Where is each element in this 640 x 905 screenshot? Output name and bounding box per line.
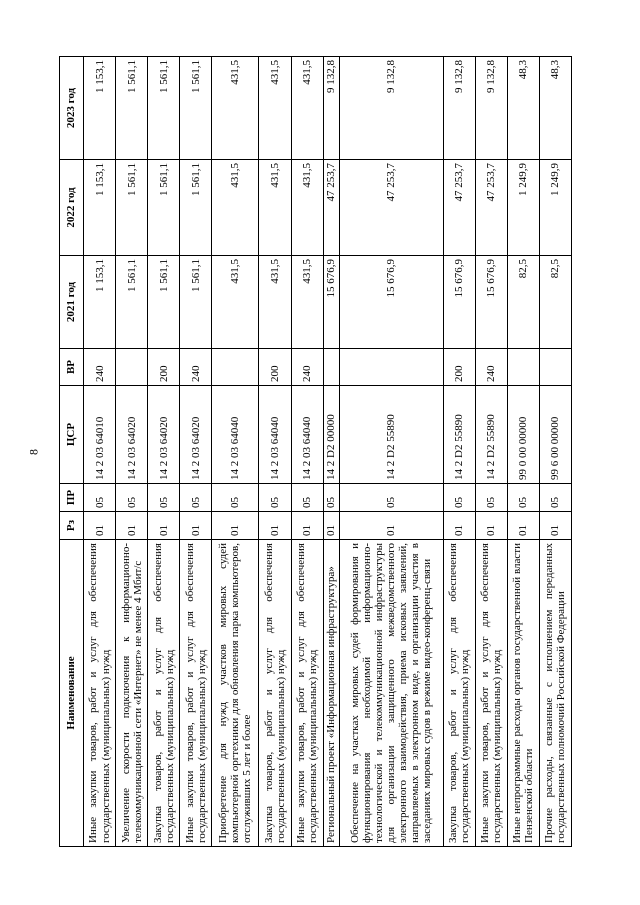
cell-name: Региональный проект «Информационная инфраструктура» bbox=[323, 540, 339, 847]
cell-rz: 01 bbox=[539, 512, 571, 540]
cell-2023: 1 561,1 bbox=[148, 57, 180, 160]
cell-vr bbox=[116, 349, 148, 386]
cell-pr: 05 bbox=[84, 484, 116, 512]
table-row bbox=[148, 57, 180, 847]
cell-name: Приобретение для нужд участков мировых судей компьютерной оргтехники для обновления парка компьютеров, отслуживших 5 лет и более bbox=[212, 540, 259, 847]
cell-csr: 14 2 03 64040 bbox=[291, 386, 323, 484]
cell-csr: 99 6 00 00000 bbox=[539, 386, 571, 484]
table-row bbox=[291, 57, 323, 847]
cell-2023: 9 132,8 bbox=[323, 57, 339, 160]
cell-rz: 01 bbox=[148, 512, 180, 540]
header-pr: ПР bbox=[60, 484, 84, 512]
table-row bbox=[323, 57, 339, 847]
header-rz: Рз bbox=[60, 512, 84, 540]
cell-pr: 05 bbox=[443, 484, 475, 512]
cell-vr: 240 bbox=[180, 349, 212, 386]
cell-pr: 05 bbox=[148, 484, 180, 512]
cell-rz: 01 bbox=[116, 512, 148, 540]
cell-csr: 14 2 03 64010 bbox=[84, 386, 116, 484]
cell-2022: 431,5 bbox=[291, 160, 323, 256]
cell-2023: 1 561,1 bbox=[116, 57, 148, 160]
cell-2022: 431,5 bbox=[212, 160, 259, 256]
cell-csr: 14 2 03 64020 bbox=[180, 386, 212, 484]
cell-2021: 82,5 bbox=[539, 256, 571, 349]
table-row bbox=[116, 57, 148, 847]
cell-2021: 15 676,9 bbox=[475, 256, 507, 349]
cell-2022: 47 253,7 bbox=[443, 160, 475, 256]
cell-vr bbox=[323, 349, 339, 386]
cell-vr: 240 bbox=[84, 349, 116, 386]
cell-2021: 431,5 bbox=[259, 256, 291, 349]
cell-csr: 14 2 03 64040 bbox=[259, 386, 291, 484]
cell-2021: 1 153,1 bbox=[84, 256, 116, 349]
table-row bbox=[339, 57, 443, 847]
cell-rz: 01 bbox=[291, 512, 323, 540]
cell-2022: 47 253,7 bbox=[339, 160, 443, 256]
cell-2021: 15 676,9 bbox=[323, 256, 339, 349]
cell-pr: 05 bbox=[539, 484, 571, 512]
cell-vr: 240 bbox=[291, 349, 323, 386]
cell-pr: 05 bbox=[507, 484, 539, 512]
cell-2023: 1 153,1 bbox=[84, 57, 116, 160]
cell-2023: 431,5 bbox=[259, 57, 291, 160]
table-row bbox=[539, 57, 571, 847]
cell-2023: 1 561,1 bbox=[180, 57, 212, 160]
cell-name: Закупка товаров, работ и услуг для обеспечения государственных (муниципальных) нужд bbox=[443, 540, 475, 847]
cell-csr: 14 2 03 64020 bbox=[148, 386, 180, 484]
cell-rz: 01 bbox=[259, 512, 291, 540]
cell-pr: 05 bbox=[259, 484, 291, 512]
header-year-2022: 2022 год bbox=[60, 160, 84, 256]
cell-vr bbox=[507, 349, 539, 386]
cell-pr: 05 bbox=[291, 484, 323, 512]
cell-2022: 1 561,1 bbox=[116, 160, 148, 256]
table-row bbox=[507, 57, 539, 847]
cell-name: Закупка товаров, работ и услуг для обеспечения государственных (муниципальных) нужд bbox=[259, 540, 291, 847]
cell-csr: 14 2 D2 55890 bbox=[443, 386, 475, 484]
cell-2022: 47 253,7 bbox=[323, 160, 339, 256]
cell-2022: 1 153,1 bbox=[84, 160, 116, 256]
header-year-2021: 2021 год bbox=[60, 256, 84, 349]
cell-2022: 47 253,7 bbox=[475, 160, 507, 256]
cell-name: Иные закупки товаров, работ и услуг для обеспечения государственных (муниципальных) нужд bbox=[291, 540, 323, 847]
table-body bbox=[84, 57, 572, 847]
cell-2023: 9 132,8 bbox=[475, 57, 507, 160]
table-row bbox=[212, 57, 259, 847]
page-number: 8 bbox=[26, 449, 41, 455]
header-vr: ВР bbox=[60, 349, 84, 386]
table-row bbox=[180, 57, 212, 847]
cell-rz: 01 bbox=[180, 512, 212, 540]
budget-table-container bbox=[59, 57, 572, 847]
cell-name: Увеличение скорости подключения к информационно-телекоммуникационной сети «Интернет» не менее 4 Мбит/с bbox=[116, 540, 148, 847]
cell-csr: 14 2 03 64040 bbox=[212, 386, 259, 484]
cell-rz: 01 bbox=[339, 512, 443, 540]
cell-vr bbox=[339, 349, 443, 386]
cell-2021: 1 561,1 bbox=[116, 256, 148, 349]
cell-2021: 431,5 bbox=[212, 256, 259, 349]
cell-name: Иные закупки товаров, работ и услуг для обеспечения государственных (муниципальных) нужд bbox=[475, 540, 507, 847]
table-row bbox=[259, 57, 291, 847]
header-year-2023: 2023 год bbox=[60, 57, 84, 160]
cell-vr bbox=[212, 349, 259, 386]
cell-csr: 14 2 D2 55890 bbox=[475, 386, 507, 484]
cell-2021: 1 561,1 bbox=[180, 256, 212, 349]
cell-name: Иные закупки товаров, работ и услуг для обеспечения государственных (муниципальных) нужд bbox=[180, 540, 212, 847]
cell-2022: 1 249,9 bbox=[539, 160, 571, 256]
cell-csr: 14 2 D2 55890 bbox=[339, 386, 443, 484]
cell-vr: 200 bbox=[148, 349, 180, 386]
table-row bbox=[84, 57, 116, 847]
cell-rz: 01 bbox=[84, 512, 116, 540]
cell-csr: 14 2 03 64020 bbox=[116, 386, 148, 484]
cell-2022: 431,5 bbox=[259, 160, 291, 256]
cell-vr: 200 bbox=[259, 349, 291, 386]
cell-2021: 15 676,9 bbox=[443, 256, 475, 349]
header-csr: ЦСР bbox=[60, 386, 84, 484]
budget-table bbox=[59, 56, 572, 847]
cell-2022: 1 561,1 bbox=[180, 160, 212, 256]
cell-csr: 99 0 00 00000 bbox=[507, 386, 539, 484]
cell-vr bbox=[539, 349, 571, 386]
cell-name: Закупка товаров, работ и услуг для обеспечения государственных (муниципальных) нужд bbox=[148, 540, 180, 847]
cell-2022: 1 561,1 bbox=[148, 160, 180, 256]
cell-2023: 48,3 bbox=[539, 57, 571, 160]
cell-2021: 15 676,9 bbox=[339, 256, 443, 349]
cell-2023: 9 132,8 bbox=[339, 57, 443, 160]
header-name: Наименование bbox=[60, 540, 84, 847]
cell-2022: 1 249,9 bbox=[507, 160, 539, 256]
cell-name: Обеспечение на участках мировых судей формирования и функционирования необходимой информационно-технологической и телекоммуникационной инфраструктуры для организации защищенного межведомственного электронного взаимодействия, приема исковых заявлений, направляемых в электронном виде, и организации участия в заседаниях мировых судов в режиме видео-конференц-связи bbox=[339, 540, 443, 847]
cell-rz: 01 bbox=[443, 512, 475, 540]
rotated-table-frame bbox=[59, 57, 572, 847]
cell-vr: 240 bbox=[475, 349, 507, 386]
cell-2023: 48,3 bbox=[507, 57, 539, 160]
cell-rz: 01 bbox=[212, 512, 259, 540]
cell-2023: 431,5 bbox=[291, 57, 323, 160]
table-header-row bbox=[60, 57, 84, 847]
cell-rz: 01 bbox=[507, 512, 539, 540]
cell-2023: 431,5 bbox=[212, 57, 259, 160]
cell-csr: 14 2 D2 00000 bbox=[323, 386, 339, 484]
cell-rz: 01 bbox=[323, 512, 339, 540]
table-row bbox=[475, 57, 507, 847]
cell-2021: 431,5 bbox=[291, 256, 323, 349]
cell-pr: 05 bbox=[116, 484, 148, 512]
cell-pr: 05 bbox=[212, 484, 259, 512]
cell-2021: 1 561,1 bbox=[148, 256, 180, 349]
cell-name: Иные закупки товаров, работ и услуг для обеспечения государственных (муниципальных) нужд bbox=[84, 540, 116, 847]
cell-2021: 82,5 bbox=[507, 256, 539, 349]
cell-name: Иные непрограммные расходы органов государственной власти Пензенской области bbox=[507, 540, 539, 847]
cell-vr: 200 bbox=[443, 349, 475, 386]
cell-pr: 05 bbox=[339, 484, 443, 512]
table-row bbox=[443, 57, 475, 847]
cell-rz: 01 bbox=[475, 512, 507, 540]
cell-pr: 05 bbox=[475, 484, 507, 512]
cell-2023: 9 132,8 bbox=[443, 57, 475, 160]
cell-pr: 05 bbox=[323, 484, 339, 512]
cell-name: Прочие расходы, связанные с исполнением переданных государственных полномочий Российской Федерации bbox=[539, 540, 571, 847]
cell-pr: 05 bbox=[180, 484, 212, 512]
